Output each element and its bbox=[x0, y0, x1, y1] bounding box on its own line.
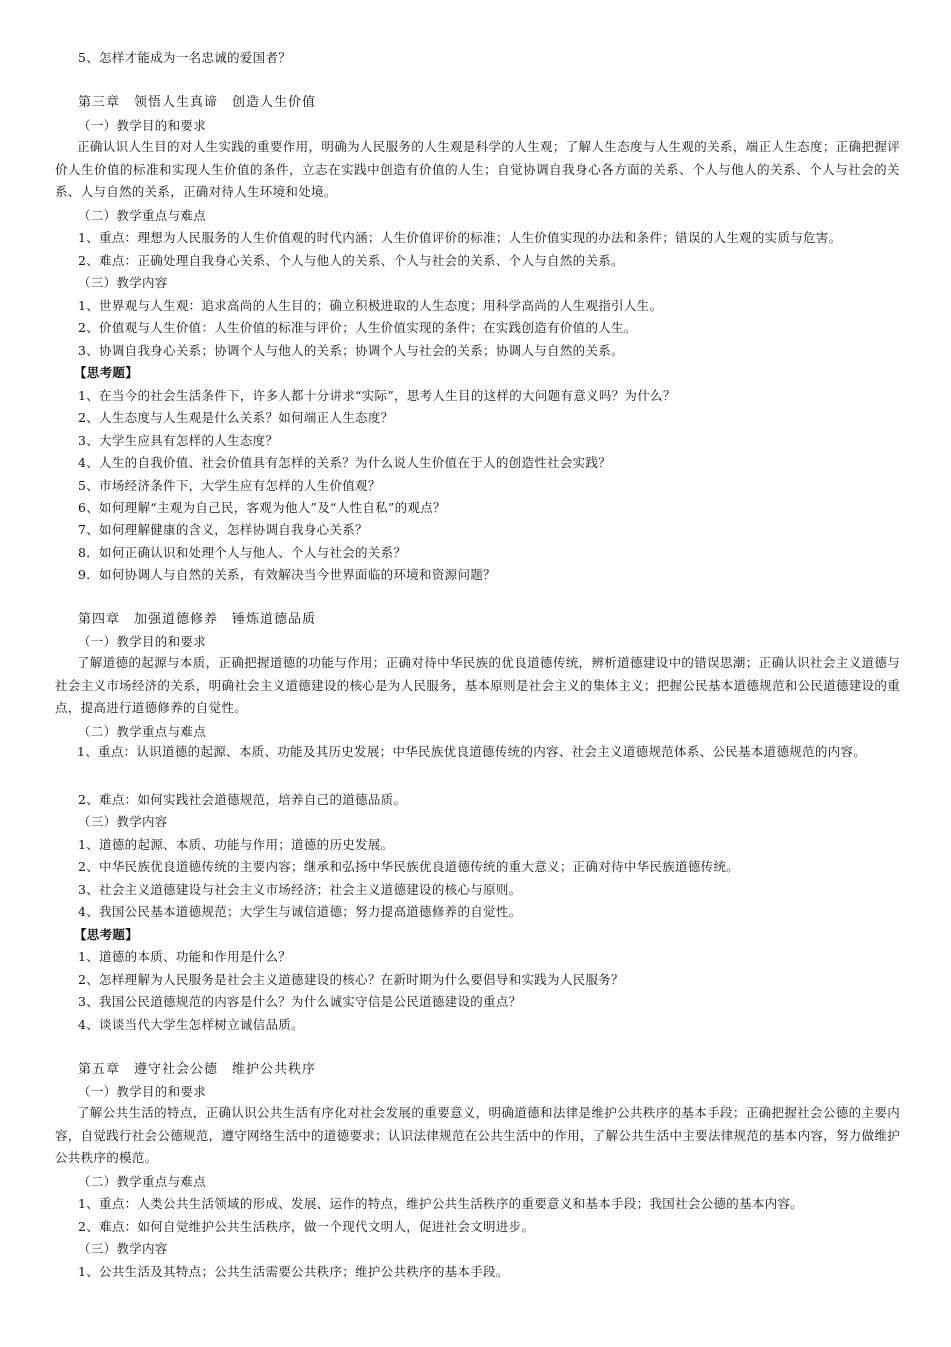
question-item: 1、在当今的社会生活条件下，许多人都十分讲求“实际”，思考人生目的这样的大问题有意义吗？为什么？ bbox=[78, 388, 676, 403]
list-item: 3、协调自我身心关系；协调个人与他人的关系；协调个人与社会的关系；协调人与自然的关系。 bbox=[78, 343, 624, 358]
section-heading: （二）教学重点与难点 bbox=[78, 724, 207, 739]
list-item: 1、道德的起源、本质、功能与作用；道德的历史发展。 bbox=[78, 837, 394, 852]
list-item: 1、重点：人类公共生活领域的形成、发展、运作的特点，维护公共生活秩序的重要意义和基本手段；我国社会公德的基本内容。 bbox=[78, 1196, 804, 1211]
paragraph: 了解道德的起源与本质，正确把握道德的功能与作用；正确对待中华民族的优良道德传统，辨析道德建设中的错误思潮；正确认识社会主义道德与社会主义市场经济的关系，明确社会主义道德建设的核心是为人民服务，基本原则是社会主义的集体主义；把握公民基本道德规范和公民道德建设的重点，提高进行道德修养的自觉性。 bbox=[55, 655, 900, 715]
question-item: 5、市场经济条件下，大学生应有怎样的人生价值观？ bbox=[78, 478, 381, 493]
question-item: 4、谈谈当代大学生怎样树立诚信品质。 bbox=[78, 1017, 304, 1032]
chapter-4-title: 第四章 加强道德修养 锤炼道德品质 bbox=[78, 612, 317, 627]
question-item: 2、怎样理解为人民服务是社会主义道德建设的核心？在新时期为什么要倡导和实践为人民服务？ bbox=[78, 972, 624, 987]
question-item: 3、大学生应具有怎样的人生态度？ bbox=[78, 433, 279, 448]
section-heading: （一）教学目的和要求 bbox=[78, 118, 207, 133]
list-item: 2、难点：如何实践社会道德规范，培养自己的道德品质。 bbox=[78, 792, 407, 807]
question-item: 5、怎样才能成为一名忠诚的爱国者？ bbox=[78, 50, 292, 65]
section-heading: （二）教学重点与难点 bbox=[78, 1174, 207, 1189]
list-item: 2、难点：正确处理自我身心关系、个人与他人的关系、个人与社会的关系、个人与自然的关系。 bbox=[78, 253, 624, 268]
question-item: 3、我国公民道德规范的内容是什么？为什么诚实守信是公民道德建设的重点？ bbox=[78, 994, 522, 1009]
questions-heading: 【思考题】 bbox=[74, 365, 139, 380]
section-heading: （二）教学重点与难点 bbox=[78, 208, 207, 223]
section-heading: （三）教学内容 bbox=[78, 1241, 168, 1256]
list-item: 1、重点：认识道德的起源、本质、功能及其历史发展；中华民族优良道德传统的内容、社会主义道德规范体系、公民基本道德规范的内容。 bbox=[77, 744, 867, 759]
section-heading: （一）教学目的和要求 bbox=[78, 634, 207, 649]
question-item: 2、人生态度与人生观是什么关系？如何端正人生态度？ bbox=[78, 410, 394, 425]
list-item: 2、价值观与人生价值：人生价值的标准与评价；人生价值实现的条件；在实践创造有价值的人生。 bbox=[78, 320, 637, 335]
list-item: 3、社会主义道德建设与社会主义市场经济；社会主义道德建设的核心与原则。 bbox=[78, 882, 522, 897]
list-item: 1、世界观与人生观：追求高尚的人生目的；确立积极进取的人生态度；用科学高尚的人生观指引人生。 bbox=[78, 298, 663, 313]
section-heading: （三）教学内容 bbox=[78, 275, 168, 290]
section-heading: （一）教学目的和要求 bbox=[78, 1084, 207, 1099]
section-heading: （三）教学内容 bbox=[78, 814, 168, 829]
question-item: 6、如何理解“主观为自己民，客观为他人”及“人性自私”的观点？ bbox=[78, 500, 446, 515]
list-item: 4、我国公民基本道德规范；大学生与诚信道德；努力提高道德修养的自觉性。 bbox=[78, 904, 522, 919]
questions-heading: 【思考题】 bbox=[74, 927, 139, 942]
question-item: 4、人生的自我价值、社会价值具有怎样的关系？为什么说人生价值在于人的创造性社会实践？ bbox=[78, 455, 612, 470]
question-item: 9．如何协调人与自然的关系，有效解决当今世界面临的环境和资源问题？ bbox=[78, 567, 496, 582]
question-item: 7、如何理解健康的含义，怎样协调自我身心关系？ bbox=[78, 522, 368, 537]
question-item: 1、道德的本质、功能和作用是什么？ bbox=[78, 949, 292, 964]
list-item: 2、难点：如何自觉维护公共生活秩序，做一个现代文明人，促进社会文明进步。 bbox=[78, 1219, 535, 1234]
list-item: 2、中华民族优良道德传统的主要内容；继承和弘扬中华民族优良道德传统的重大意义；正确对待中华民族道德传统。 bbox=[78, 859, 740, 874]
chapter-3-title: 第三章 领悟人生真谛 创造人生价值 bbox=[78, 95, 317, 110]
list-item: 1、重点：理想为人民服务的人生价值观的时代内涵；人生价值评价的标准；人生价值实现的办法和条件；错误的人生观的实质与危害。 bbox=[78, 230, 842, 245]
chapter-5-title: 第五章 遵守社会公德 维护公共秩序 bbox=[78, 1062, 317, 1077]
question-item: 8．如何正确认识和处理个人与他人、个人与社会的关系？ bbox=[78, 545, 407, 560]
paragraph: 正确认识人生目的对人生实践的重要作用，明确为人民服务的人生观是科学的人生观；了解人生态度与人生观的关系，端正人生态度；正确把握评价人生价值的标准和实现人生价值的条件，立志在实践中创造有价值的人生；自觉协调自我身心各方面的关系、个人与他人的关系、个人与社会的关系、人与自然的关系，正确对待人生环境和处境。 bbox=[55, 139, 900, 199]
paragraph: 了解公共生活的特点，正确认识公共生活有序化对社会发展的重要意义，明确道德和法律是维护公共秩序的基本手段；正确把握社会公德的主要内容，自觉践行社会公德规范，遵守网络生活中的道德要求；认识法律规范在公共生活中的作用，了解公共生活中主要法律规范的基本内容，努力做维护公共秩序的模范。 bbox=[55, 1105, 900, 1165]
list-item: 1、公共生活及其特点；公共生活需要公共秩序；维护公共秩序的基本手段。 bbox=[78, 1264, 509, 1279]
